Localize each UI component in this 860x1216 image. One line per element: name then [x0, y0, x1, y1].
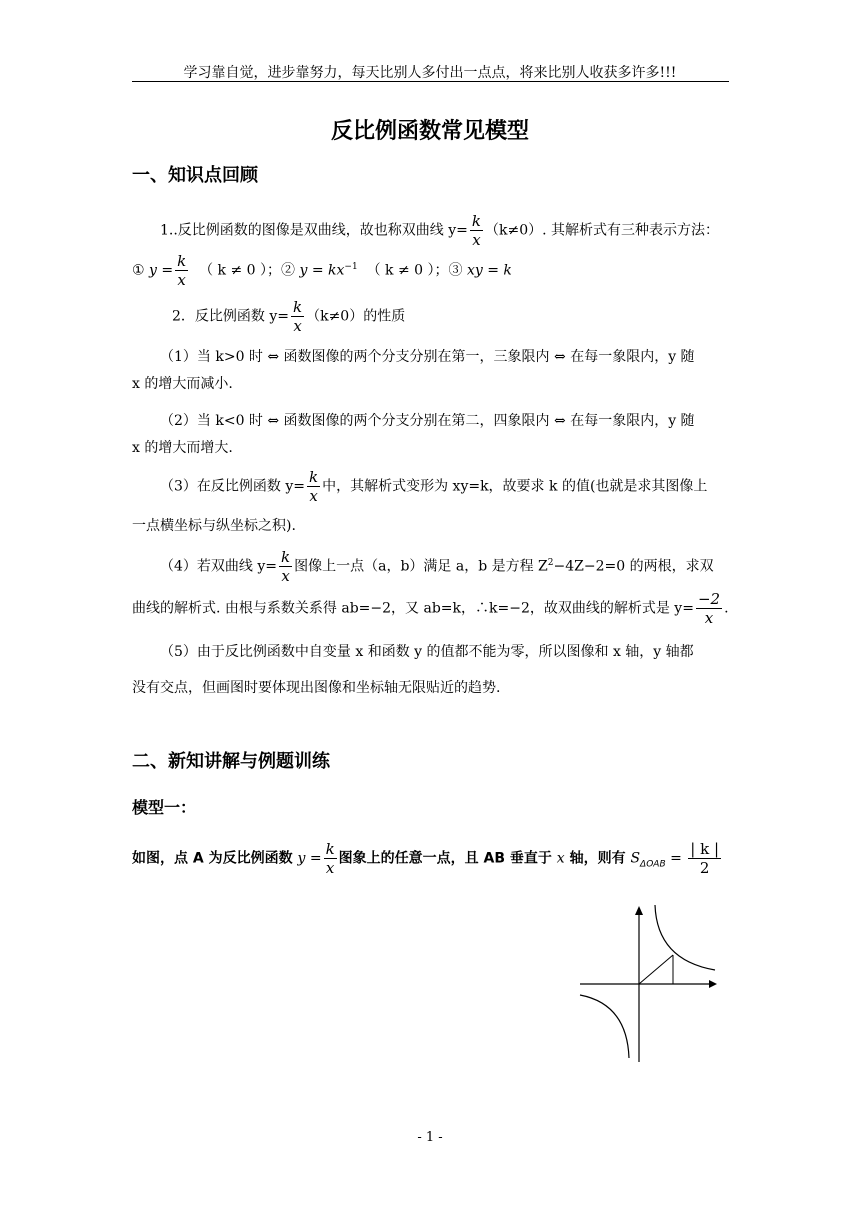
hyperbola-branch-q3	[580, 995, 629, 1058]
x-axis-arrow	[709, 980, 717, 988]
prop1-line2: x 的增大而减小.	[132, 376, 233, 392]
prop5-line1: （5）由于反比例函数中自变量 x 和函数 y 的值都不能为零，所以图像和 x 轴，y 轴都	[160, 644, 694, 660]
prop3-line1: （3）在反比例函数 y= $\frac{k}{x}$ 中，其解析式变形为 xy=k，故要求 k 的值(也就是求其图像上	[160, 468, 708, 505]
item1-text-b: （k≠0）. 其解析式有三种表示方法：	[485, 222, 720, 239]
fraction-k-over-x: $\frac{k}{x}$	[177, 252, 187, 289]
header-rule	[132, 81, 729, 82]
model1-label: 模型一：	[132, 798, 197, 817]
section1-heading: 一、知识点回顾	[132, 165, 258, 186]
segment-oa	[639, 955, 673, 984]
prop1-line1: （1）当 k>0 时 ⇔ 函数图像的两个分支分别在第一，三象限内 ⇔ 在每一象限内，y 随	[160, 349, 695, 365]
prop4-line1: （4）若双曲线 y= $\frac{k}{x}$ 图像上一点（a，b）满足 a，b 是方程 $Z^2-4Z-2=0$ 的两根，求双	[160, 548, 714, 585]
model1-statement: 如图，点 A 为反比例函数 y = $\frac{k}{x}$ 图象上的任意一点，且 AB 垂直于 x 轴，则有 $S_{\Delta OAB}$ = $\frac{| k |}{2}$	[132, 840, 719, 877]
prop3-line2: 一点横坐标与纵坐标之积).	[132, 518, 296, 534]
page-number: - 1 -	[417, 1130, 443, 1145]
fraction-abs-k-over-2: $\frac{| k |}{2}$	[690, 840, 719, 877]
item1-line2: ① y = $\frac{k}{x}$ （ k ≠ 0 ）；② $y = kx^{-1}$ （ k ≠ 0 ）；③ xy = k	[132, 252, 512, 289]
form2: y = kx	[299, 262, 345, 279]
hyperbola-figure	[575, 900, 725, 1065]
prop4-line2: 曲线的解析式. 由根与系数关系得 ab=−2，又 ab=k，∴k=−2，故双曲线的解析式是 y= $\frac{-2}{x}$ .	[132, 590, 729, 627]
prop2-line1: （2）当 k<0 时 ⇔ 函数图像的两个分支分别在第二，四象限内 ⇔ 在每一象限内，y 随	[160, 413, 695, 429]
fraction-k-over-x: $\frac{k}{x}$	[309, 468, 319, 505]
form3: xy = k	[466, 262, 512, 279]
item2-line: 2．反比例函数 y= $\frac{k}{x}$ （k≠0）的性质	[172, 298, 406, 335]
fraction-neg2-over-x: $\frac{-2}{x}$	[697, 590, 721, 627]
prop2-line2: x 的增大而增大.	[132, 440, 233, 456]
section2-heading: 二、新知讲解与例题训练	[132, 751, 330, 772]
fraction-k-over-x: $\frac{k}{x}$	[471, 212, 481, 249]
fraction-k-over-x: $\frac{k}{x}$	[325, 840, 335, 877]
item1-line1	[160, 212, 719, 249]
area-symbol: S	[630, 850, 641, 867]
item1-text-a: 1..反比例函数的图像是双曲线，故也称双曲线 y=	[160, 222, 468, 239]
form2-cond: （ k ≠ 0 ）；③	[366, 262, 467, 279]
header-motto: 学习靠自觉，进步靠努力，每天比别人多付出一点点，将来比别人收获多许多!!!	[183, 65, 677, 81]
form1-cond: （ k ≠ 0 ）；②	[199, 262, 300, 279]
fraction-k-over-x: $\frac{k}{x}$	[293, 298, 303, 335]
y-axis-arrow	[635, 906, 643, 915]
prop5-line2: 没有交点，但画图时要体现出图像和坐标轴无限贴近的趋势.	[132, 680, 501, 696]
form1-lhs: y =	[149, 262, 174, 279]
page-title: 反比例函数常见模型	[330, 119, 529, 144]
fraction-k-over-x: $\frac{k}{x}$	[281, 548, 291, 585]
hyperbola-branch-q1	[655, 905, 715, 970]
